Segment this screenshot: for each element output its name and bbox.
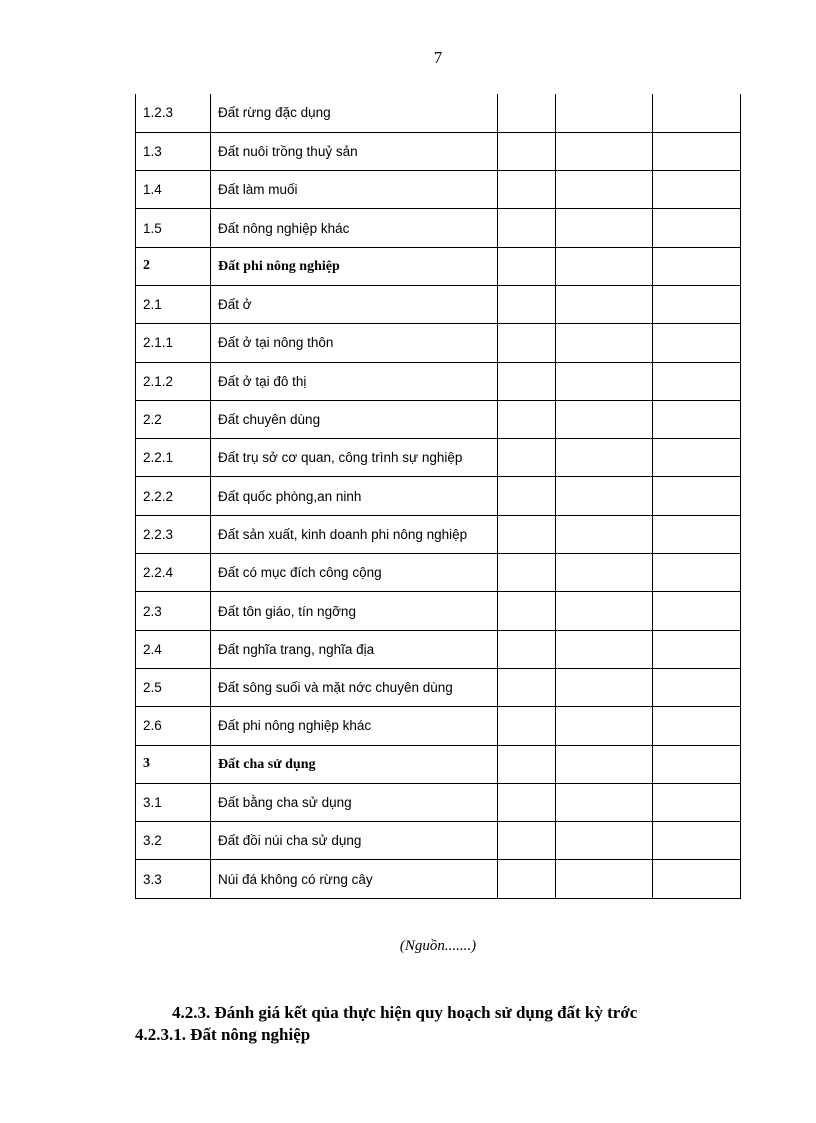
row-code: 2.1 bbox=[136, 285, 211, 323]
table-row bbox=[136, 515, 741, 553]
empty-value-cell bbox=[498, 860, 556, 898]
empty-value-cell bbox=[556, 324, 653, 362]
land-use-table bbox=[135, 94, 741, 899]
empty-value-cell bbox=[653, 592, 741, 630]
table-row bbox=[136, 783, 741, 821]
empty-value-cell bbox=[556, 668, 653, 706]
empty-value-cell bbox=[556, 439, 653, 477]
row-code: 2 bbox=[136, 247, 211, 285]
row-name: Đất rừng đặc dụng bbox=[211, 94, 498, 132]
table-row bbox=[136, 247, 741, 285]
empty-value-cell bbox=[498, 324, 556, 362]
empty-value-cell bbox=[653, 630, 741, 668]
empty-value-cell bbox=[653, 285, 741, 323]
empty-value-cell bbox=[498, 285, 556, 323]
empty-value-cell bbox=[653, 209, 741, 247]
empty-value-cell bbox=[556, 247, 653, 285]
empty-value-cell bbox=[653, 400, 741, 438]
empty-value-cell bbox=[556, 94, 653, 132]
table-row bbox=[136, 822, 741, 860]
empty-value-cell bbox=[653, 783, 741, 821]
row-name: Đất ở tại nông thôn bbox=[211, 324, 498, 362]
row-code: 3.2 bbox=[136, 822, 211, 860]
empty-value-cell bbox=[556, 592, 653, 630]
row-name: Đất bằng cha sử dụng bbox=[211, 783, 498, 821]
table-row bbox=[136, 285, 741, 323]
empty-value-cell bbox=[498, 783, 556, 821]
empty-value-cell bbox=[498, 400, 556, 438]
empty-value-cell bbox=[653, 745, 741, 783]
empty-value-cell bbox=[498, 171, 556, 209]
table-row bbox=[136, 477, 741, 515]
row-code: 2.5 bbox=[136, 668, 211, 706]
empty-value-cell bbox=[653, 707, 741, 745]
empty-value-cell bbox=[653, 362, 741, 400]
row-code: 1.2.3 bbox=[136, 94, 211, 132]
table-row bbox=[136, 209, 741, 247]
empty-value-cell bbox=[498, 247, 556, 285]
row-code: 2.6 bbox=[136, 707, 211, 745]
table-row bbox=[136, 554, 741, 592]
row-name: Đất đồi núi cha sử dụng bbox=[211, 822, 498, 860]
table-row bbox=[136, 324, 741, 362]
table-row bbox=[136, 94, 741, 132]
empty-value-cell bbox=[653, 515, 741, 553]
table-row bbox=[136, 745, 741, 783]
empty-value-cell bbox=[653, 554, 741, 592]
empty-value-cell bbox=[556, 171, 653, 209]
empty-value-cell bbox=[556, 707, 653, 745]
row-name: Đất tôn giáo, tín ngỡng bbox=[211, 592, 498, 630]
empty-value-cell bbox=[653, 668, 741, 706]
table-row bbox=[136, 630, 741, 668]
row-code: 2.2.2 bbox=[136, 477, 211, 515]
row-name: Đất nông nghiệp khác bbox=[211, 209, 498, 247]
row-name: Đất làm muối bbox=[211, 171, 498, 209]
empty-value-cell bbox=[498, 745, 556, 783]
empty-value-cell bbox=[556, 554, 653, 592]
empty-value-cell bbox=[498, 554, 556, 592]
row-code: 2.1.2 bbox=[136, 362, 211, 400]
table-row bbox=[136, 362, 741, 400]
empty-value-cell bbox=[498, 94, 556, 132]
empty-value-cell bbox=[556, 285, 653, 323]
empty-value-cell bbox=[556, 783, 653, 821]
empty-value-cell bbox=[556, 477, 653, 515]
table-row bbox=[136, 400, 741, 438]
row-name: Đất trụ sở cơ quan, công trình sự nghiệp bbox=[211, 439, 498, 477]
empty-value-cell bbox=[556, 132, 653, 170]
empty-value-cell bbox=[653, 477, 741, 515]
empty-value-cell bbox=[556, 860, 653, 898]
empty-value-cell bbox=[498, 630, 556, 668]
empty-value-cell bbox=[556, 209, 653, 247]
empty-value-cell bbox=[653, 324, 741, 362]
empty-value-cell bbox=[498, 209, 556, 247]
table-row bbox=[136, 860, 741, 898]
row-code: 2.2.3 bbox=[136, 515, 211, 553]
empty-value-cell bbox=[556, 745, 653, 783]
empty-value-cell bbox=[653, 94, 741, 132]
empty-value-cell bbox=[498, 477, 556, 515]
table-row bbox=[136, 171, 741, 209]
table-row bbox=[136, 592, 741, 630]
table-row bbox=[136, 707, 741, 745]
empty-value-cell bbox=[498, 132, 556, 170]
row-code: 2.4 bbox=[136, 630, 211, 668]
empty-value-cell bbox=[498, 362, 556, 400]
source-note: (Nguồn.......) bbox=[399, 938, 477, 954]
empty-value-cell bbox=[556, 822, 653, 860]
page-number: 7 bbox=[433, 48, 443, 67]
empty-value-cell bbox=[653, 822, 741, 860]
empty-value-cell bbox=[498, 592, 556, 630]
row-name: Đất phi nông nghiệp bbox=[211, 247, 498, 285]
row-code: 2.3 bbox=[136, 592, 211, 630]
empty-value-cell bbox=[653, 132, 741, 170]
row-name: Đất sông suối và mặt nớc chuyên dùng bbox=[211, 668, 498, 706]
row-code: 3 bbox=[136, 745, 211, 783]
empty-value-cell bbox=[498, 707, 556, 745]
empty-value-cell bbox=[498, 439, 556, 477]
row-name: Đất nuôi trồng thuỷ sản bbox=[211, 132, 498, 170]
row-name: Đất phi nông nghiệp khác bbox=[211, 707, 498, 745]
empty-value-cell bbox=[556, 515, 653, 553]
section-heading-4-2-3: 4.2.3. Đánh giá kết qủa thực hiện quy hoạch sử dụng đất kỳ trớc bbox=[172, 1003, 638, 1022]
empty-value-cell bbox=[653, 439, 741, 477]
empty-value-cell bbox=[556, 362, 653, 400]
row-name: Đất quốc phòng,an ninh bbox=[211, 477, 498, 515]
row-name: Đất ở tại đô thị bbox=[211, 362, 498, 400]
row-name: Đất chuyên dùng bbox=[211, 400, 498, 438]
row-code: 3.3 bbox=[136, 860, 211, 898]
row-code: 3.1 bbox=[136, 783, 211, 821]
empty-value-cell bbox=[653, 171, 741, 209]
row-name: Đất ở bbox=[211, 285, 498, 323]
row-code: 1.5 bbox=[136, 209, 211, 247]
row-code: 2.2.1 bbox=[136, 439, 211, 477]
row-code: 2.2 bbox=[136, 400, 211, 438]
table-row bbox=[136, 132, 741, 170]
row-code: 2.1.1 bbox=[136, 324, 211, 362]
row-name: Núi đá không có rừng cây bbox=[211, 860, 498, 898]
table-row bbox=[136, 439, 741, 477]
row-code: 1.4 bbox=[136, 171, 211, 209]
empty-value-cell bbox=[498, 668, 556, 706]
section-heading-4-2-3-1: 4.2.3.1. Đất nông nghiệp bbox=[135, 1025, 311, 1044]
empty-value-cell bbox=[653, 247, 741, 285]
row-name: Đất có mục đích công cộng bbox=[211, 554, 498, 592]
row-code: 1.3 bbox=[136, 132, 211, 170]
row-name: Đất cha sử dụng bbox=[211, 745, 498, 783]
empty-value-cell bbox=[498, 822, 556, 860]
empty-value-cell bbox=[556, 400, 653, 438]
empty-value-cell bbox=[498, 515, 556, 553]
row-code: 2.2.4 bbox=[136, 554, 211, 592]
row-name: Đất nghĩa trang, nghĩa địa bbox=[211, 630, 498, 668]
table-row bbox=[136, 668, 741, 706]
empty-value-cell bbox=[556, 630, 653, 668]
empty-value-cell bbox=[653, 860, 741, 898]
row-name: Đất sản xuất, kinh doanh phi nông nghiệp bbox=[211, 515, 498, 553]
